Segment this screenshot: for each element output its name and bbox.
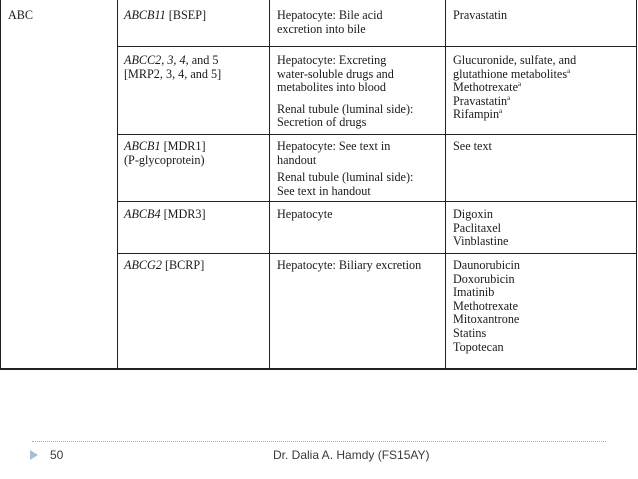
row-1-transporter bbox=[124, 9, 206, 23]
row-4-transporter bbox=[124, 208, 206, 222]
footnote-mark: a bbox=[499, 107, 503, 116]
row-divider bbox=[117, 253, 636, 254]
substrate: Methotrexate bbox=[453, 298, 518, 313]
substrate: Imatinib bbox=[453, 285, 495, 300]
row-1-substrates bbox=[453, 9, 507, 23]
gene-name: ABCB1 bbox=[124, 139, 161, 153]
substrate: Digoxin bbox=[453, 207, 493, 221]
table-border bbox=[0, 0, 1, 370]
slide-marker-icon bbox=[30, 450, 38, 460]
protein-name: and 5 bbox=[188, 53, 219, 67]
column-divider bbox=[445, 0, 446, 370]
row-2-substrates bbox=[453, 54, 576, 122]
location-line: excretion into bile bbox=[277, 21, 366, 36]
location-line: Hepatocyte: See text in bbox=[277, 139, 391, 153]
row-4-location bbox=[277, 208, 333, 222]
footnote-mark: a bbox=[507, 93, 511, 102]
row-1-location bbox=[277, 9, 383, 36]
family-cell: ABC bbox=[8, 8, 34, 22]
row-5-substrates bbox=[453, 259, 520, 354]
row-3-location bbox=[277, 140, 413, 198]
protein-name: [BCRP] bbox=[161, 258, 205, 272]
location-line: Hepatocyte: Biliary excretion bbox=[277, 258, 422, 272]
footer-divider bbox=[32, 441, 606, 442]
substrate: Methotrexate bbox=[453, 80, 518, 95]
substrate: Doxorubicin bbox=[453, 271, 515, 286]
row-2-transporter bbox=[124, 54, 221, 81]
table-bottom-border bbox=[0, 368, 637, 370]
row-divider bbox=[117, 134, 636, 135]
substrate: See text bbox=[453, 139, 492, 153]
gene-name: ABCB11 bbox=[124, 8, 166, 22]
protein-name: (P-glycoprotein) bbox=[124, 152, 205, 167]
substrate: Pravastatin bbox=[453, 8, 508, 22]
row-divider bbox=[117, 201, 636, 202]
gene-name: ABCG2 bbox=[124, 258, 162, 272]
protein-name: [BSEP] bbox=[165, 8, 207, 22]
substrate: glutathione metabolites bbox=[453, 66, 568, 81]
substrate: Daunorubicin bbox=[453, 258, 521, 272]
footnote-mark: a bbox=[517, 80, 522, 89]
row-3-substrates bbox=[453, 140, 492, 154]
substrate: Glucuronide, sulfate, and bbox=[453, 53, 577, 67]
substrate: Topotecan bbox=[453, 339, 504, 354]
page-number: 50 bbox=[50, 448, 64, 462]
substrate: Mitoxantrone bbox=[453, 312, 520, 327]
location-line: metabolites into blood bbox=[277, 80, 386, 95]
row-3-transporter bbox=[124, 140, 206, 167]
substrate: Pravastatin bbox=[453, 93, 508, 108]
location-line: Renal tubule (luminal side): bbox=[277, 170, 414, 185]
location-line: water-soluble drugs and bbox=[277, 66, 394, 81]
footnote-mark: a bbox=[567, 66, 571, 75]
gene-name: ABCB4 bbox=[124, 207, 161, 221]
location-line: Hepatocyte bbox=[277, 207, 333, 221]
column-divider bbox=[269, 0, 270, 370]
column-divider bbox=[117, 0, 118, 370]
location-line: handout bbox=[277, 152, 317, 167]
protein-name: [MDR1] bbox=[160, 139, 206, 153]
substrate: Statins bbox=[453, 325, 487, 340]
substrate: Vinblastine bbox=[453, 234, 509, 249]
row-5-transporter bbox=[124, 259, 204, 273]
row-5-location bbox=[277, 259, 421, 273]
protein-name: [MDR3] bbox=[160, 207, 206, 221]
location-line: Hepatocyte: Excreting bbox=[277, 53, 387, 67]
row-2-location bbox=[277, 54, 413, 130]
row-divider bbox=[117, 46, 636, 47]
substrate: Paclitaxel bbox=[453, 220, 502, 235]
substrate: Rifampin bbox=[453, 107, 500, 122]
table-border bbox=[636, 0, 637, 370]
location-line: Hepatocyte: Bile acid bbox=[277, 8, 383, 22]
gene-name: ABCC2, 3, 4, bbox=[124, 53, 189, 67]
protein-name: [MRP2, 3, 4, and 5] bbox=[124, 66, 222, 81]
location-line: Secretion of drugs bbox=[277, 115, 367, 130]
row-4-substrates bbox=[453, 208, 508, 249]
footer-author: Dr. Dalia A. Hamdy (FS15AY) bbox=[273, 448, 430, 462]
location-line: Renal tubule (luminal side): bbox=[277, 101, 414, 116]
location-line: See text in handout bbox=[277, 183, 371, 198]
